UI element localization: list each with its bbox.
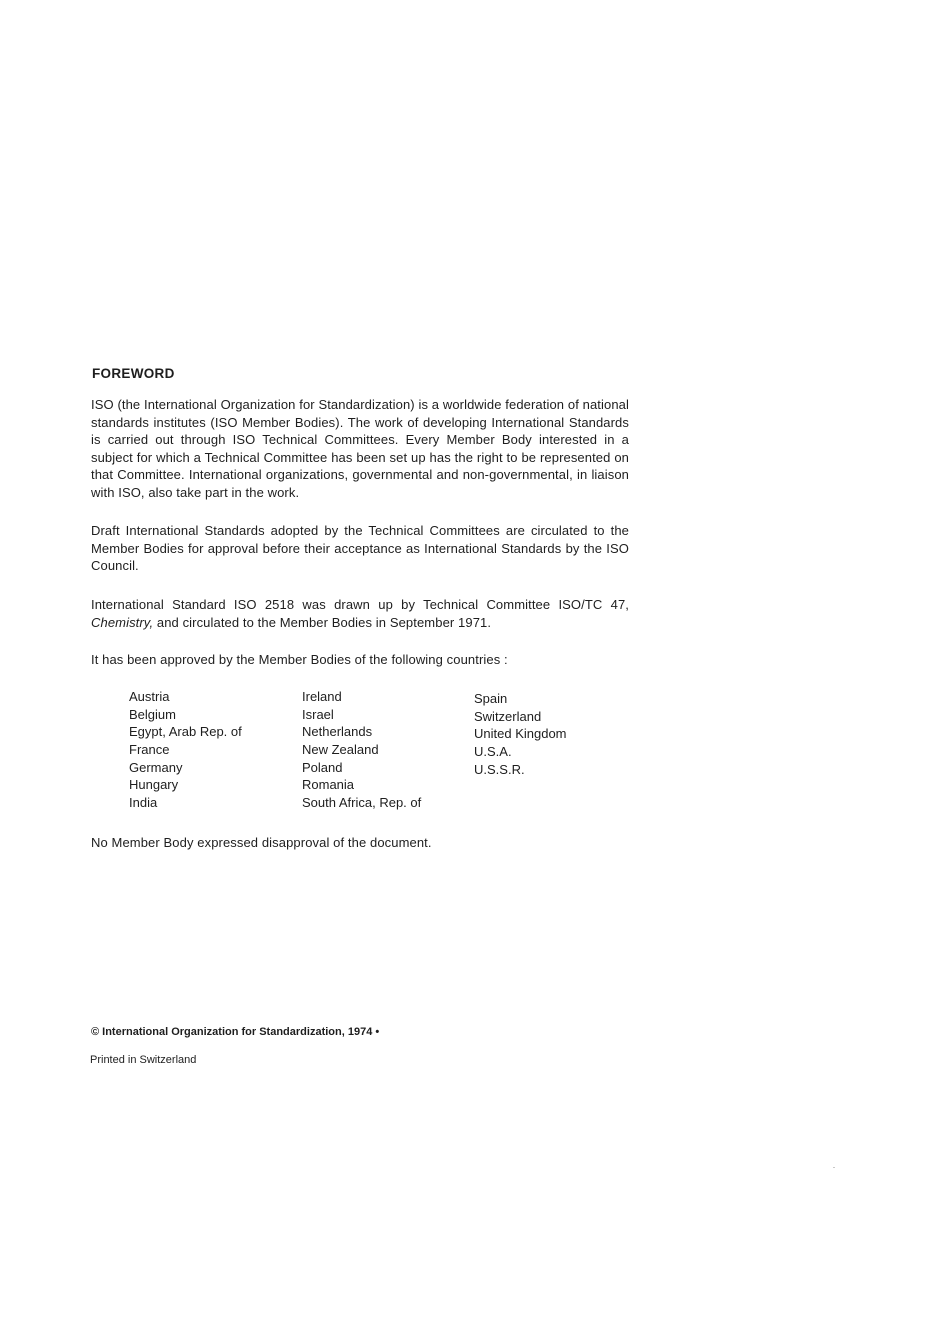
standard-text-start: International Standard ISO 2518 was drawn up by Technical Committee ISO/TC 47, [91,597,629,612]
scan-speck [833,1167,835,1168]
country-item: France [129,742,170,758]
country-item: Poland [302,759,343,775]
standard-text-end: and circulated to the Member Bodies in September 1971. [153,614,492,630]
approval-statement: It has been approved by the Member Bodies of the following countries : [91,652,508,667]
printed-location: Printed in Switzerland [90,1054,197,1066]
copyright-notice: © International Organization for Standardization, 1974 • [91,1026,380,1038]
committee-name: Chemistry, [91,614,154,630]
country-item: Romania [302,777,355,793]
country-item: New Zealand [302,742,379,758]
disapproval-statement: No Member Body expressed disapproval of the document. [91,835,432,850]
country-item: India [129,795,158,811]
country-item: United Kingdom [474,726,567,742]
country-item: U.S.A. [474,744,512,760]
foreword-heading: FOREWORD [92,366,175,381]
country-item: South Africa, Rep. of [302,795,422,811]
country-column-1 [129,688,242,812]
country-item: Germany [129,759,183,775]
country-item: Netherlands [302,724,373,740]
country-item: Belgium [129,706,176,722]
country-item: Spain [474,691,508,706]
foreword-paragraph-drafts: Draft International Standards adopted by the Technical Committees are circulated to the Member Bodies for approval before their acceptance as International Standards by the ISO Council. [91,523,629,573]
country-column-2 [302,688,421,812]
country-item: Israel [302,706,334,722]
country-item: Egypt, Arab Rep. of [129,724,242,740]
foreword-paragraph-iso: ISO (the International Organization for Standardization) is a worldwide federation of national standards institutes (ISO Member Bodies). The work of developing International Standards is carried out through ISO Technical Committees. Every Member Body interested in a subject for which a Technical Committee has been set up has the right to be represented on that Committee. International organizations, governmental and non-governmental, in liaison with ISO, also take part in the work. [91,397,629,500]
country-item: Switzerland [474,708,542,724]
country-item: U.S.S.R. [474,761,525,777]
country-item: Hungary [129,777,179,793]
country-item: Austria [129,689,170,704]
country-column-3 [474,690,567,778]
foreword-paragraph-standard [91,596,629,631]
country-item: Ireland [302,689,342,704]
